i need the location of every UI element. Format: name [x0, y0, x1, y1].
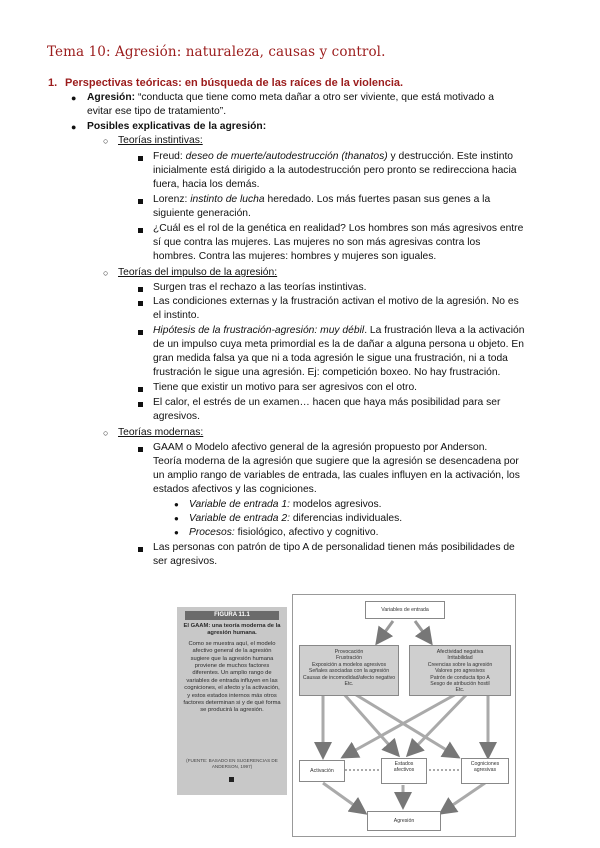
bullet-circle-icon: ○: [103, 428, 109, 438]
end-mark-icon: [229, 777, 234, 782]
bullet-square-icon: [138, 156, 143, 161]
modernas-heading: Teorías modernas:: [118, 427, 204, 438]
section-number: 1.: [48, 77, 58, 89]
procesos: Procesos: fisiológico, afectivo y cognitivo.: [189, 527, 379, 538]
impulso-b5-cont: agresivos.: [153, 411, 200, 422]
box-agresion: Agresión: [367, 811, 441, 831]
genetica-text-3: hombres. Contra las mujeres: hombres y mujeres son iguales.: [153, 251, 437, 262]
variable-entrada-2: Variable de entrada 2: diferencias individuales.: [189, 513, 403, 524]
genetica-text: ¿Cuál es el rol de la genética en realidad? Los hombres son más agresivos entre: [153, 223, 524, 234]
gaam-text-2: Teoría moderna de la agresión que sugiere que la agresión se desencadena por: [153, 456, 519, 467]
bullet-dot-icon: ●: [71, 122, 77, 132]
bullet-circle-icon: ○: [103, 136, 109, 146]
agresion-definition-cont: evitar ese tipo de tratamiento”.: [87, 106, 227, 117]
figure-source: (FUENTE: BASADO EN SUGERENCIAS DE ANDERSON, 1997): [186, 758, 278, 769]
impulso-b3-2: de un impulso cuya meta primordial es la de dañar a alguna persona u objeto. En: [153, 339, 524, 350]
box-afectividad: Afectividad negativa Irritabilidad Creencias sobre la agresión Valores pro agresivos Patrón de conducta tipo A Sesgo de atribución hostil Etc.: [409, 645, 511, 696]
impulso-b4: Tiene que existir un motivo para ser agresivos con el otro.: [153, 382, 418, 393]
bullet-square-icon: [138, 547, 143, 552]
instintivas-heading: Teorías instintivas:: [118, 135, 203, 146]
tipo-a-text: Las personas con patrón de tipo A de personalidad tienen más posibilidades de: [153, 542, 515, 553]
gaam-text: GAAM o Modelo afectivo general de la agresión propuesto por Anderson.: [153, 442, 488, 453]
agresion-definition: Agresión: “conducta que tiene como meta dañar a otro ser viviente, que está motivado a: [87, 92, 494, 103]
bullet-square-icon: [138, 387, 143, 392]
variable-entrada-1: Variable de entrada 1: modelos agresivos.: [189, 499, 382, 510]
bullet-dot-icon: ●: [71, 93, 77, 103]
bullet-square-icon: [138, 447, 143, 452]
impulso-b5: El calor, el estrés de un examen… hacen que haya más posibilidad para ser: [153, 397, 501, 408]
posibles-heading: Posibles explicativas de la agresión:: [87, 121, 267, 132]
bullet-dot-icon: ●: [174, 528, 179, 537]
impulso-b3-4: frustración le sigue una agresión. Ej: competición boxeo. No hay frustración.: [153, 367, 501, 378]
bullet-square-icon: [138, 402, 143, 407]
impulso-b3-3: gran medida falsa ya que ni a toda agresión le sigue una frustración, ni a toda: [153, 353, 508, 364]
bullet-square-icon: [138, 301, 143, 306]
genetica-text-2: sí que contra las mujeres. Las mujeres no son más agresivas contra los: [153, 237, 481, 248]
bullet-circle-icon: ○: [103, 268, 109, 278]
box-cogniciones: Cogniciones agresivas: [461, 758, 509, 784]
box-activacion: Activación: [299, 760, 345, 782]
impulso-heading: Teorías del impulso de la agresión:: [118, 267, 278, 278]
impulso-b2: Las condiciones externas y la frustración activan el motivo de la agresión. No es: [153, 296, 519, 307]
impulso-b3: Hipótesis de la frustración-agresión: muy débil. La frustración lleva a la activación: [153, 325, 525, 336]
bullet-square-icon: [138, 287, 143, 292]
section-heading: [48, 77, 403, 89]
figure-caption: El GAAM: una teoría moderna de la agresión humana. Como se muestra aquí, el modelo afectivo general de la agresión sugiere que la agresión humana proviene de muchos factores diferentes. Un amplio rango de variables de entrada influyen en las cogniciones, el afecto y la activación, y estos estados internos más otros factores determinan si y de qué forma se producirá la agresión.: [183, 623, 281, 714]
bullet-dot-icon: ●: [174, 500, 179, 509]
bullet-square-icon: [138, 199, 143, 204]
bullet-square-icon: [138, 330, 143, 335]
figure-caption-panel: [177, 607, 287, 795]
freud-text: Freud: deseo de muerte/autodestrucción (thanatos) y destrucción. Este instinto: [153, 151, 514, 162]
box-estados-afectivos: Estados afectivos: [381, 758, 427, 784]
freud-text-2: inicialmente está dirigido a la autodestrucción pero pronto se redirecciona hacia: [153, 165, 517, 176]
lorenz-text: Lorenz: instinto de lucha heredado. Los más fuertes pasan sus genes a la: [153, 194, 491, 205]
page-title: Tema 10: Agresión: naturaleza, causas y control.: [47, 44, 386, 60]
gaam-text-4: estados afectivos y las cogniciones.: [153, 484, 317, 495]
box-provocacion: Provocación Frustración Exposición a modelos agresivos Señales asociadas con la agresión Causas de incomodidad/afecto negativo Etc.: [299, 645, 399, 696]
box-variables-entrada: Variables de entrada: [365, 601, 445, 619]
bullet-square-icon: [138, 228, 143, 233]
gaam-text-3: un amplio rango de variables de entrada, las cuales influyen en la activación, los: [153, 470, 520, 481]
impulso-b1: Surgen tras el rechazo a las teorías instintivas.: [153, 282, 367, 293]
gaam-diagram: [292, 594, 516, 837]
tipo-a-text-2: ser agresivos.: [153, 556, 218, 567]
lorenz-text-2: siguiente generación.: [153, 208, 251, 219]
diagram-arrows: [293, 595, 515, 836]
bullet-dot-icon: ●: [174, 514, 179, 523]
section-title: Perspectivas teóricas: en búsqueda de las raíces de la violencia.: [65, 77, 404, 89]
figure-label: FIGURA 11.1: [185, 611, 279, 620]
freud-text-3: fuera, hacia los demás.: [153, 179, 260, 190]
impulso-b2-cont: el instinto.: [153, 310, 200, 321]
